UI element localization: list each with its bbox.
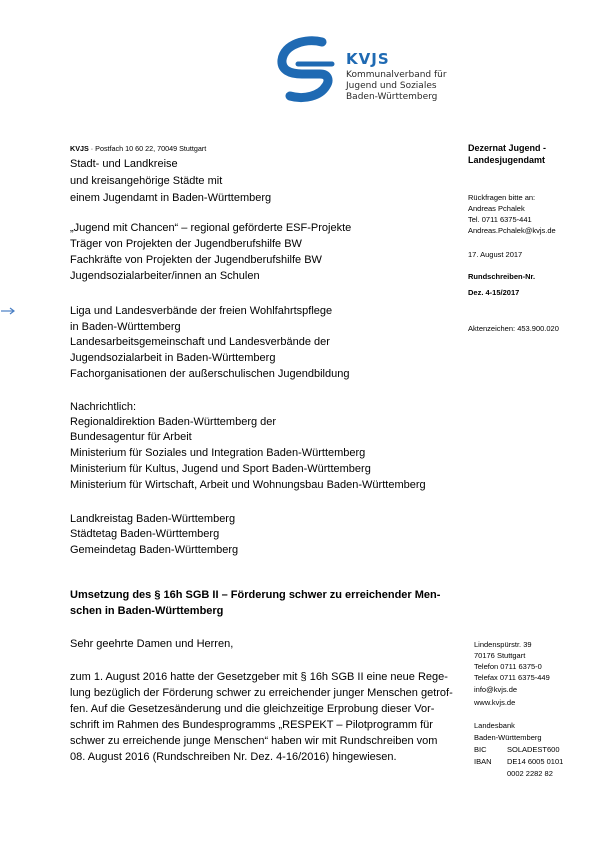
recipient-line: Landesarbeitsgemeinschaft und Landesverbände der — [70, 336, 330, 348]
recipient-line: Regionaldirektion Baden-Württemberg der — [70, 416, 277, 428]
logo-line-1: Kommunalverband für — [346, 70, 447, 80]
recipient-line: Ministerium für Soziales und Integration Baden-Württemberg — [70, 447, 366, 459]
footer-bank-line: Landesbank — [474, 721, 515, 730]
circular-number: Dez. 4-15/2017 — [468, 288, 520, 297]
paragraph-line: schrift im Rahmen des Bundesprogramms „RESPEKT – Pilotprogramm für — [70, 719, 433, 731]
logo-line-3: Baden-Württemberg — [346, 92, 438, 102]
sender-address: · Postfach 10 60 22, 70049 Stuttgart — [88, 144, 207, 153]
department-line-2: Landesjugendamt — [468, 155, 546, 165]
iban-label: IBAN — [474, 757, 492, 766]
footer-bank-line: Baden-Württemberg — [474, 733, 542, 742]
recipient-line: Stadt- und Landkreise — [70, 158, 178, 170]
contact-name: Andreas Pchalek — [468, 204, 525, 213]
recipient-line: Ministerium für Wirtschaft, Arbeit und Wohnungsbau Baden-Württemberg — [70, 479, 426, 491]
recipient-line: Liga und Landesverbände der freien Wohlfahrtspflege — [70, 305, 333, 317]
letter-date: 17. August 2017 — [468, 250, 523, 259]
bic-value: SOLADEST600 — [507, 745, 560, 754]
salutation: Sehr geehrte Damen und Herren, — [70, 638, 234, 650]
footer-phone: Telefon 0711 6375-0 — [474, 662, 542, 671]
recipient-line: Nachrichtlich: — [70, 401, 137, 413]
recipient-line: Landkreistag Baden-Württemberg — [70, 513, 236, 525]
footer-fax: Telefax 0711 6375-449 — [474, 673, 550, 682]
recipient-line: Jugendsozialarbeit in Baden-Württemberg — [70, 352, 276, 364]
paragraph-line: lung bezüglich der Förderung schwer zu erreichender junger Menschen getrof- — [70, 687, 453, 699]
recipient-line: Städtetag Baden-Württemberg — [70, 528, 220, 540]
contact-label: Rückfragen bitte an: — [468, 193, 536, 202]
recipient-line: Träger von Projekten der Jugendberufshilfe BW — [70, 238, 302, 250]
footer-iban — [474, 757, 563, 767]
footer-iban-cont: 0002 2282 82 — [507, 769, 553, 778]
recipient-line: Fachkräfte von Projekten der Jugendberufshilfe BW — [70, 254, 322, 266]
subject-line-2: schen in Baden-Württemberg — [70, 605, 224, 617]
department-line-1: Dezernat Jugend - — [468, 143, 547, 153]
recipient-line: Jugendsozialarbeiter/innen an Schulen — [70, 270, 260, 282]
paragraph-line: 08. August 2016 (Rundschreiben Nr. Dez. 4-16/2016) hingewiesen. — [70, 751, 397, 763]
sender-org: KVJS — [70, 144, 89, 153]
recipient-line: Bundesagentur für Arbeit — [70, 431, 192, 443]
footer-bic — [474, 745, 560, 755]
logo-name: KVJS — [346, 50, 390, 68]
iban-value-1: DE14 6005 0101 — [507, 757, 564, 766]
recipient-line: Gemeindetag Baden-Württemberg — [70, 544, 239, 556]
sender-line — [70, 144, 206, 153]
subject-line-1: Umsetzung des § 16h SGB II – Förderung schwer zu erreichender Men- — [70, 589, 441, 601]
logo-line-2: Jugend und Soziales — [346, 81, 437, 91]
recipient-line: Ministerium für Kultus, Jugend und Sport Baden-Württemberg — [70, 463, 371, 475]
contact-phone: Tel. 0711 6375-441 — [468, 215, 532, 224]
circular-label: Rundschreiben-Nr. — [468, 272, 536, 281]
recipient-line: in Baden-Württemberg — [70, 321, 181, 333]
recipient-line: und kreisangehörige Städte mit — [70, 175, 223, 187]
paragraph-line: schwer zu erreichende junge Menschen“ haben wir mit Rundschreiben vom — [70, 735, 438, 747]
margin-arrow-icon — [0, 306, 16, 316]
recipient-line: „Jugend mit Chancen“ – regional geförderte ESF-Projekte — [70, 222, 352, 234]
contact-email[interactable]: Andreas.Pchalek@kvjs.de — [468, 226, 556, 235]
footer-website[interactable]: www.kvjs.de — [474, 698, 516, 707]
file-reference: Aktenzeichen: 453.900.020 — [468, 324, 559, 333]
footer-email[interactable]: info@kvjs.de — [474, 685, 518, 694]
footer-address-line: 70176 Stuttgart — [474, 651, 526, 660]
recipient-line: einem Jugendamt in Baden-Württemberg — [70, 192, 272, 204]
footer-address-line: Lindenspürstr. 39 — [474, 640, 532, 649]
paragraph-line: zum 1. August 2016 hatte der Gesetzgeber mit § 16h SGB II eine neue Rege- — [70, 671, 448, 683]
recipient-line: Fachorganisationen der außerschulischen Jugendbildung — [70, 368, 350, 380]
kvjs-logo-mark — [276, 36, 342, 106]
bic-label: BIC — [474, 745, 487, 754]
paragraph-line: fen. Auf die Gesetzesänderung und die gleichzeitige Erprobung dieser Vor- — [70, 703, 435, 715]
